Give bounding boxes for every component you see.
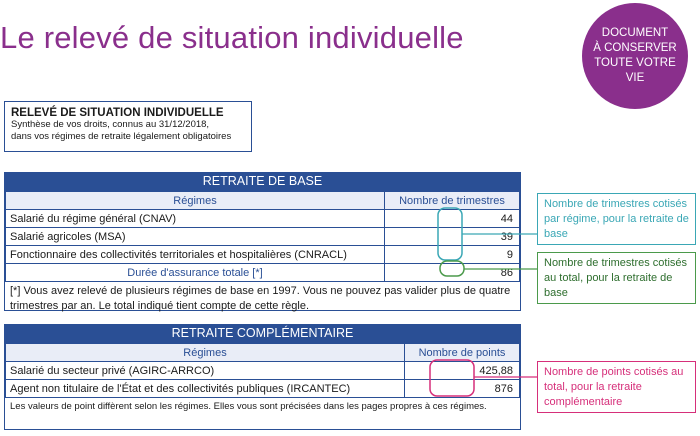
complementary-note: Les valeurs de point diffèrent selon les régimes. Elles vous sont précisées dans les pages propres à ces régimes. [10, 401, 487, 412]
row-label: Salarié agricoles (MSA) [6, 228, 385, 246]
row-value: 44 [385, 210, 520, 228]
callout-trimestres-par-regime: Nombre de trimestres cotisés par régime, pour la retraite de base [537, 193, 696, 245]
row-label: Fonctionnaire des collectivités territoriales et hospitalières (CNRACL) [6, 246, 385, 264]
table-row [6, 246, 520, 264]
badge-line: À CONSERVER [593, 42, 677, 54]
row-value: 39 [385, 228, 520, 246]
row-label: Salarié du secteur privé (AGIRC-ARRCO) [6, 362, 405, 380]
col-regimes: Régimes [6, 192, 385, 210]
page-title: Le relevé de situation individuelle [0, 20, 464, 55]
table-total-row [6, 264, 520, 282]
table-row [6, 362, 520, 380]
total-value: 86 [385, 264, 520, 282]
table-header-row [6, 192, 520, 210]
statement-subtitle-2: dans vos régimes de retraite légalement obligatoires [11, 131, 232, 142]
statement-header [4, 101, 252, 152]
callout-points-total: Nombre de points cotisés au total, pour la retraite complémentaire [537, 361, 696, 413]
col-regimes: Régimes [6, 344, 405, 362]
col-trimestres: Nombre de trimestres [385, 192, 520, 210]
table-row [6, 210, 520, 228]
row-value: 9 [385, 246, 520, 264]
complementary-table [4, 342, 521, 430]
table-row [6, 380, 520, 398]
table-header-row [6, 344, 520, 362]
callout-trimestres-total: Nombre de trimestres cotisés au total, pour la retraite de base [537, 252, 696, 304]
statement-title: RELEVÉ DE SITUATION INDIVIDUELLE [11, 107, 224, 119]
row-label: Agent non titulaire de l'État et des collectivités publiques (IRCANTEC) [6, 380, 405, 398]
badge-line: DOCUMENT [601, 27, 669, 39]
badge-line: TOUTE VOTRE [594, 57, 676, 69]
statement-subtitle-1: Synthèse de vos droits, connus au 31/12/2018, [11, 119, 210, 130]
badge-line: VIE [625, 72, 645, 84]
row-label: Salarié du régime général (CNAV) [6, 210, 385, 228]
row-value: 876 [405, 380, 520, 398]
base-table [4, 190, 521, 311]
row-value: 425,88 [405, 362, 520, 380]
base-section-title: RETRAITE DE BASE [4, 172, 521, 191]
conserve-badge [582, 3, 688, 109]
total-label: Durée d'assurance totale [*] [6, 264, 385, 282]
complementary-section-title: RETRAITE COMPLÉMENTAIRE [4, 324, 521, 343]
col-points: Nombre de points [405, 344, 520, 362]
base-note: [*] Vous avez relevé de plusieurs régimes de base en 1997. Vous ne pouvez pas valider plus de quatre trimestres par an. Le total indiqué tient compte de cette règle. [10, 285, 511, 312]
table-row [6, 228, 520, 246]
